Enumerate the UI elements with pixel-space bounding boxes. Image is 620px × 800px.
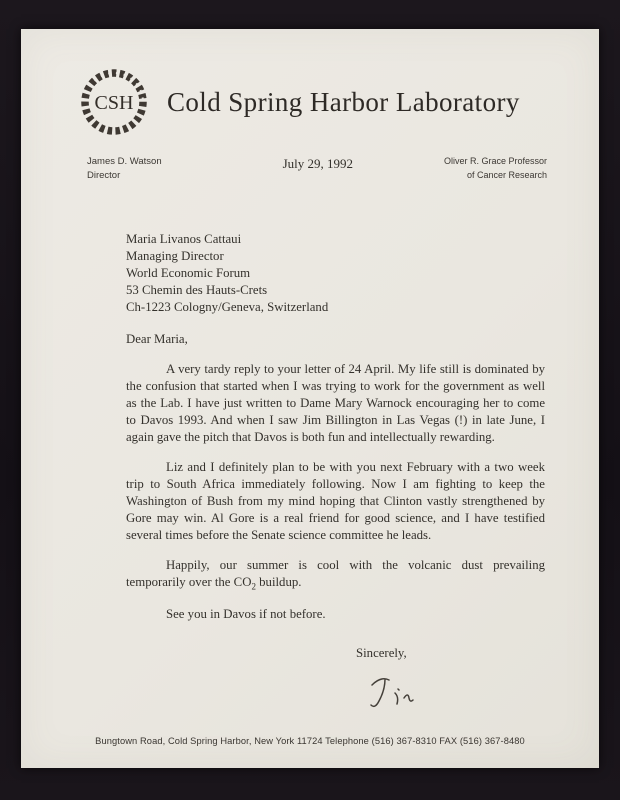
recipient-city: Ch-1223 Cologny/Geneva, Switzerland	[126, 299, 329, 314]
sender-title: Director	[87, 169, 121, 181]
paragraph-3-text: Happily, our summer is cool with the volcanic dust prevailing temporarily over the CO	[126, 557, 545, 589]
paragraph-4: See you in Davos if not before.	[166, 607, 326, 622]
letterhead	[21, 29, 599, 139]
sender-block	[87, 155, 162, 183]
csh-chain-logo-icon	[77, 65, 151, 139]
paragraph-3	[126, 557, 545, 594]
paragraph-3-end: buildup.	[255, 574, 302, 589]
signature-jim	[364, 672, 545, 714]
letter-date: July 29, 1992	[282, 156, 353, 171]
organization-name: Cold Spring Harbor Laboratory	[167, 86, 520, 117]
salutation: Dear Maria,	[126, 331, 188, 346]
paragraph-2: Liz and I definitely plan to be with you next February with a two week trip to South Africa immediately following. Now I am fighting to keep the Washington of Bush from my mind hoping that Clinton vastly strengthened by Gore may win. Al Gore is a real friend for good science, and I have testified several times before the Senate science committee he leads.	[126, 459, 545, 542]
professorship-line1: Oliver R. Grace Professor	[443, 156, 547, 166]
recipient-street: 53 Chemin des Hauts-Crets	[126, 282, 268, 297]
logo-text: CSH	[94, 92, 134, 114]
recipient-address	[126, 231, 545, 316]
letter-paper	[21, 29, 599, 768]
closing: Sincerely,	[356, 646, 407, 661]
recipient-name: Maria Livanos Cattaui	[126, 231, 242, 246]
professorship-block	[444, 155, 547, 182]
professorship-line2: of Cancer Research	[466, 169, 547, 180]
recipient-organization: World Economic Forum	[126, 265, 251, 280]
recipient-title: Managing Director	[126, 248, 224, 263]
co2-subscript: 2	[251, 581, 256, 592]
paragraph-1: A very tardy reply to your letter of 24 April. My life still is dominated by the confusion that started when I was trying to work for the government as well as the Lab. I have just written to Dame Mary Warnock encouraging her to come to Davos 1993. And when I saw Jim Billington in Las Vegas (!) in late June, I again gave the pitch that Davos is both fun and intellectually rewarding.	[126, 361, 545, 444]
letterhead-info-row	[21, 155, 599, 183]
letter-content	[126, 231, 545, 715]
sender-name: James D. Watson	[87, 156, 162, 167]
footer-address: Bungtown Road, Cold Spring Harbor, New York 11724 Telephone (516) 367-8310 FAX (516) 367-8480	[95, 736, 525, 746]
